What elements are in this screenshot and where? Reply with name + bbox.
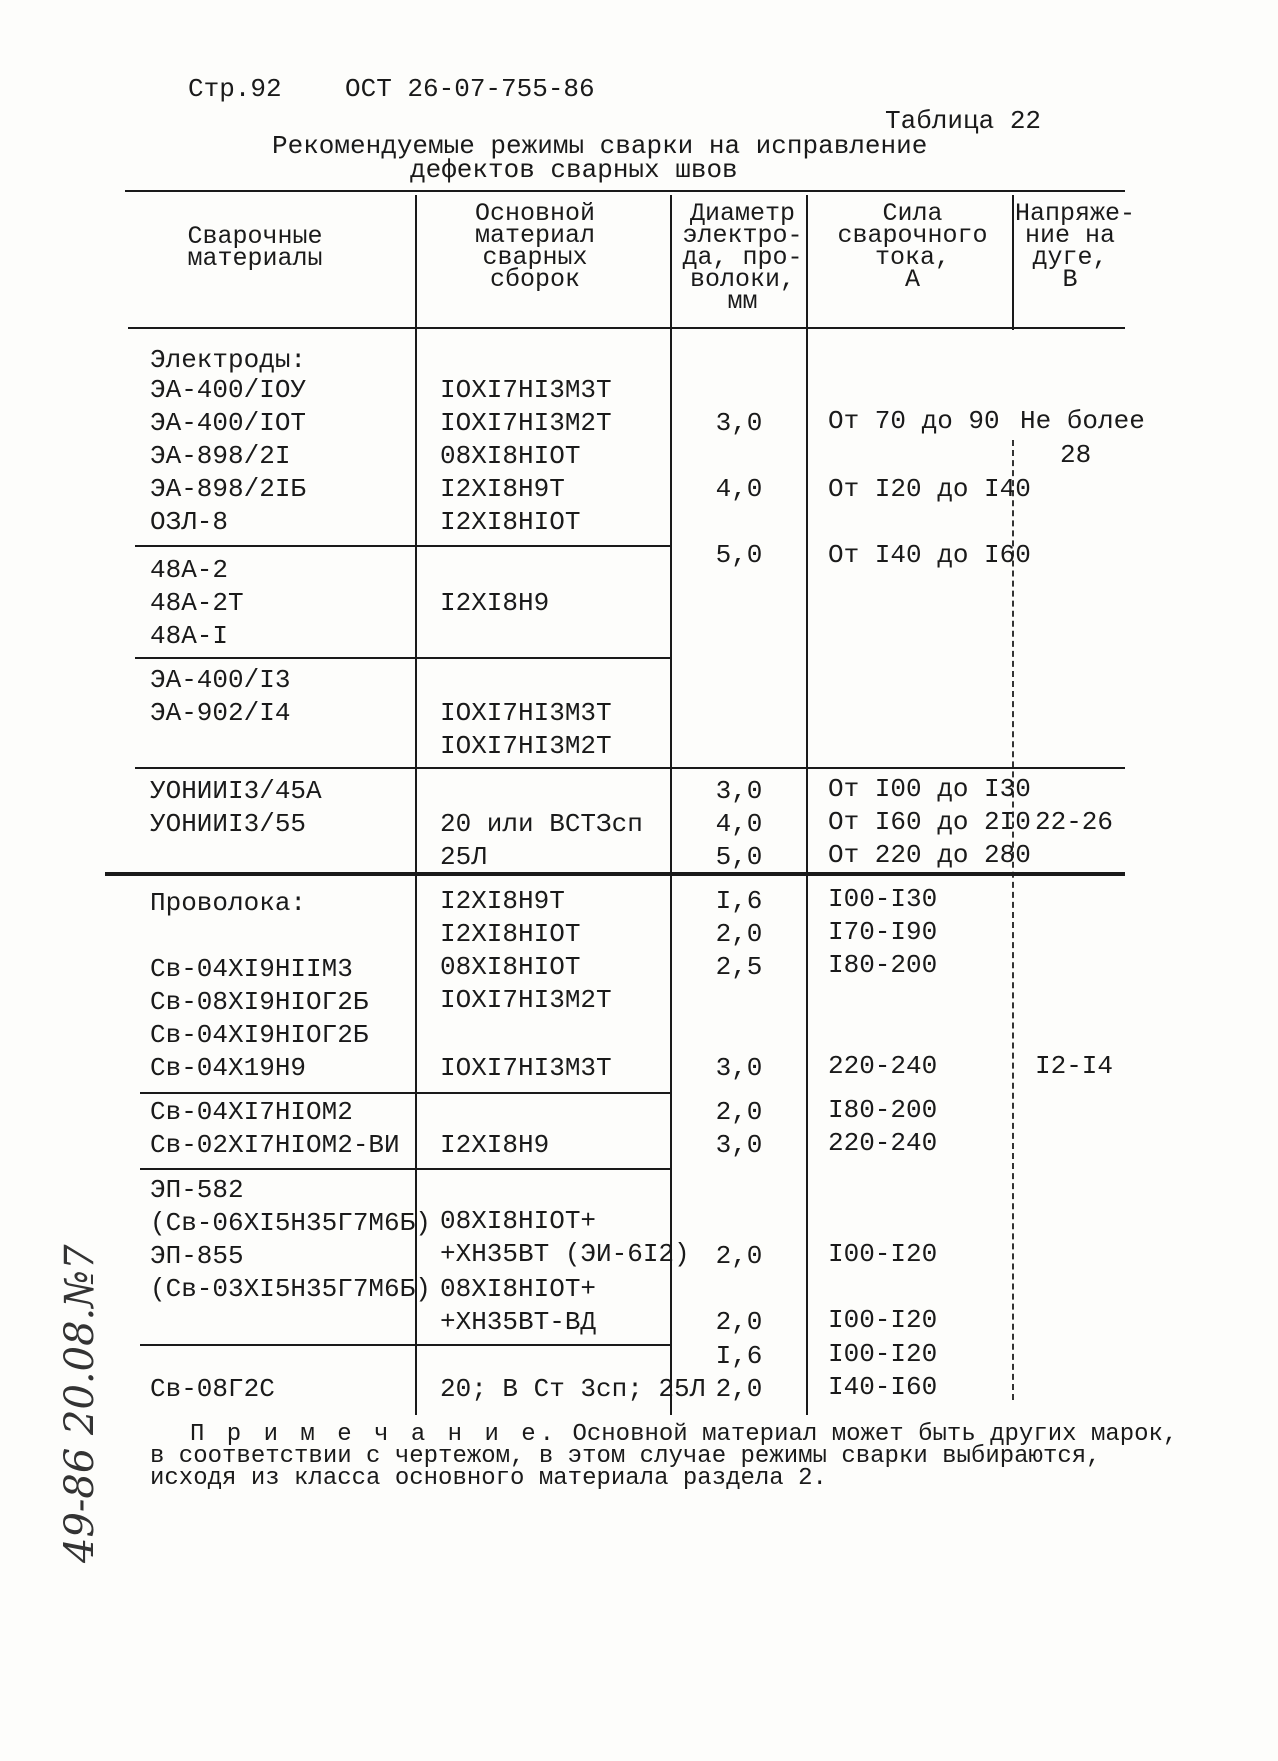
current-value: От I00 до I30 [828,774,1031,804]
base-material: 20 или ВСТЗсп [440,809,643,839]
base-material: I2XI8H9T [440,886,565,916]
base-material: IОXI7HI3M3T [440,375,612,405]
base-material: 25Л [440,842,487,872]
diameter-value: 3,0 [715,1130,763,1160]
base-material: 08XI8HIОT+ [440,1274,597,1304]
wire-grade: Св-08XI9HIОГ2Б [150,987,369,1017]
standard-code: ОСТ 26-07-755-86 [345,74,595,104]
electrode-grade: 48А-2 [150,555,229,585]
table-label: Таблица 22 [885,106,1042,136]
base-material: 20; В Ст 3сп; 25Л [440,1374,706,1404]
base-material: IОXI7HI3M2T [440,408,612,438]
table-title-line2: дефектов сварных швов [410,155,738,185]
base-material: IОXI7HI3M2T [440,731,612,761]
rule-g2 [135,657,670,659]
diameter-value: 5,0 [715,540,763,570]
note [150,1421,1178,1492]
base-material: IОXI7HI3M3T [440,698,612,728]
diameter-value: 2,5 [715,952,763,982]
diameter-value: 4,0 [715,474,763,504]
header-bottom-rule [128,327,1125,329]
current-value: I40-I60 [828,1372,938,1402]
base-material: IОXI7HI3M3T [440,1053,612,1083]
col-header-materials: Сварочные материалы [187,222,323,273]
base-material: 08XI8HIОT [440,952,581,982]
wire-grade: Св-02XI7HIОM2-ВИ [150,1130,400,1160]
electrode-grade: ЭА-400/IОУ [150,375,307,405]
note-text-line1: Основной материал может быть других марок, [572,1421,1178,1448]
voltage-value: 22-26 [1035,807,1114,837]
voltage-value: Не более [1020,406,1145,436]
wire-grade: ЭП-855 [150,1241,244,1271]
current-value: От I40 до I60 [828,540,1031,570]
electrode-grade: ЭА-400/I3 [150,665,291,695]
current-value: I00-I20 [828,1239,938,1269]
wire-grade: Св-04XI9HIIM3 [150,954,353,984]
wire-grade: Св-04XI9HIОГ2Б [150,1020,369,1050]
col-divider-3 [806,195,808,1415]
diameter-value: 2,0 [715,1097,763,1127]
col-header-diameter: Диаметр электро- да, про- волоки, мм [682,199,803,316]
col-header-voltage: Напряже- ние на дуге, В [1015,199,1136,294]
diameter-value: 3,0 [715,408,763,438]
base-material: IОXI7HI3M2T [440,985,612,1015]
voltage-value: I2-I4 [1035,1051,1114,1081]
rule-g3 [135,767,1125,769]
base-material: +XH35BT-ВД [440,1307,597,1337]
rule-w3 [140,1168,670,1170]
electrode-grade: ЭА-902/I4 [150,698,291,728]
current-value: I80-200 [828,950,938,980]
col-header-current: Сила сварочного тока, А [837,199,988,294]
rule-w2 [140,1092,670,1094]
table-top-rule [125,190,1125,192]
base-material: I2XI8H9 [440,1130,550,1160]
current-value: I00-I20 [828,1305,938,1335]
voltage-value: 28 [1060,440,1092,470]
rule-w4 [140,1344,670,1346]
current-value: 220-240 [828,1128,938,1158]
current-value: I80-200 [828,1095,938,1125]
table-title-line1: Рекомендуемые режимы сварки на исправление [272,131,928,161]
handwritten-registration-stamp: 49-86 20.08.№7 [57,1244,103,1563]
diameter-value: I,6 [715,886,763,916]
col-divider-4 [1012,195,1014,330]
base-material: I2XI8HIОT [440,507,581,537]
rule-g1 [135,545,670,547]
base-material: I2XI8HIОT [440,919,581,949]
current-value: I00-I30 [828,884,938,914]
base-material: 08XI8HIОT [440,441,581,471]
note-text-line3: исходя из класса основного материала раздела 2. [150,1465,827,1492]
electrode-grade: 48А-I [150,621,229,651]
current-value: От 70 до 90 [828,406,1000,436]
diameter-value: 5,0 [715,842,763,872]
rule-electrode-wire [105,872,1125,876]
electrode-grade: УОНИИI3/55 [150,809,307,839]
wire-grade: Св-04Х19Н9 [150,1053,307,1083]
base-material: 08XI8HIОT+ [440,1206,597,1236]
electrode-grade: ОЗЛ-8 [150,507,229,537]
wire-grade: Св-04XI7HIОM2 [150,1097,353,1127]
base-material: +XH35BT (ЭИ-6I2) [440,1239,690,1269]
diameter-value: 3,0 [715,1053,763,1083]
diameter-value: 2,0 [715,1374,763,1404]
electrode-grade: 48А-2Т [150,588,244,618]
electrode-grade: ЭА-898/2IБ [150,474,307,504]
current-value: I70-I90 [828,917,938,947]
note-label: П р и м е ч а н и е. [190,1421,559,1448]
wire-grade: (Св-03XI5H35Г7M6Б) [150,1274,431,1304]
current-value: От I60 до 2I0 [828,807,1031,837]
base-material: I2XI8H9 [440,588,550,618]
current-value: I00-I20 [828,1339,938,1369]
diameter-value: 2,0 [715,919,763,949]
electrode-grade: ЭА-400/IОТ [150,408,307,438]
page-number: Стр.92 [188,74,282,104]
current-value: От 220 до 280 [828,840,1031,870]
diameter-value: I,6 [715,1341,763,1371]
wire-grade: ЭП-582 [150,1175,244,1205]
diameter-value: 3,0 [715,776,763,806]
current-value: От I20 до I40 [828,474,1031,504]
electrode-grade: УОНИИI3/45А [150,776,322,806]
wire-grade: Св-08Г2С [150,1374,275,1404]
note-text-line2: в соответствии с чертежом, в этом случае режимы сварки выбираются, [150,1443,1101,1470]
electrode-grade: ЭА-898/2I [150,441,291,471]
wire-grade: (Св-06XI5H35Г7M6Б) [150,1208,431,1238]
diameter-value: 4,0 [715,809,763,839]
wire-heading: Проволока: [150,888,307,918]
diameter-value: 2,0 [715,1241,763,1271]
current-value: 220-240 [828,1051,938,1081]
electrodes-heading: Электроды: [150,345,307,375]
col-header-base-material: Основной материал сварных сборок [474,199,596,294]
base-material: I2XI8H9T [440,474,565,504]
diameter-value: 2,0 [715,1307,763,1337]
col-divider-4-dashed [1012,440,1014,1400]
